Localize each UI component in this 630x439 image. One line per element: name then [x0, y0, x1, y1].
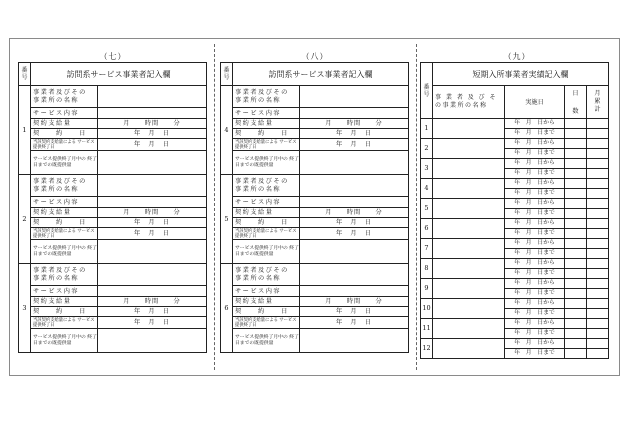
monthly-total-field[interactable] [587, 209, 609, 219]
service-content-label: サービス内容 [233, 108, 300, 119]
business-name-field[interactable] [433, 259, 505, 279]
date-to-field[interactable]: 年 月 日まで [505, 209, 565, 219]
header-number: 番号 [421, 63, 433, 119]
contract-date-label: 契 約 日 [233, 129, 300, 139]
monthly-total-field[interactable] [587, 279, 609, 289]
date-from-field[interactable]: 年 月 日から [505, 179, 565, 189]
business-name-field[interactable] [433, 239, 505, 259]
monthly-total-field[interactable] [587, 159, 609, 169]
header-number: 番号 [19, 63, 31, 86]
monthly-total-field[interactable] [587, 119, 609, 129]
days-field[interactable] [565, 299, 587, 309]
header-title: 訪問系サービス事業者記入欄 [233, 63, 409, 86]
entry-value-field[interactable] [98, 264, 207, 286]
days-field[interactable] [565, 219, 587, 229]
business-name-field[interactable] [433, 199, 505, 219]
panel-number-8: （八） [301, 52, 329, 61]
date-to-field[interactable]: 年 月 日まで [505, 169, 565, 179]
entry-value-field[interactable]: 年 月 日 [300, 228, 409, 240]
contract-amount-label: 契約支給量 [31, 208, 98, 218]
date-to-field[interactable]: 年 月 日まで [505, 309, 565, 319]
days-field[interactable] [565, 349, 587, 359]
entry-value-field[interactable] [98, 197, 207, 208]
contract-date-label: 契 約 日 [31, 129, 98, 139]
date-to-field[interactable]: 年 月 日まで [505, 329, 565, 339]
date-to-field[interactable]: 年 月 日まで [505, 249, 565, 259]
monthly-total-field[interactable] [587, 179, 609, 189]
monthly-total-field[interactable] [587, 319, 609, 329]
entry-value-field[interactable] [98, 86, 207, 108]
panel-divider [416, 44, 417, 370]
entry-value-field[interactable]: 月 時間 分 [98, 297, 207, 307]
date-to-field[interactable]: 年 月 日まで [505, 229, 565, 239]
contract-amount-label: 契約支給量 [233, 119, 300, 129]
contract-date-label: 契 約 日 [31, 307, 98, 317]
business-name-label: 事業者及びその 事業所の名称 [233, 264, 300, 286]
monthly-total-field[interactable] [587, 309, 609, 319]
business-name-label: 事業者及びその 事業所の名称 [31, 264, 98, 286]
service-content-label: サービス内容 [233, 286, 300, 297]
business-name-field[interactable] [433, 279, 505, 299]
monthly-total-field[interactable] [587, 219, 609, 229]
days-field[interactable] [565, 329, 587, 339]
col-days-header: 日 数 [565, 86, 587, 119]
monthly-total-field[interactable] [587, 289, 609, 299]
service-content-label: サービス内容 [31, 108, 98, 119]
date-to-field[interactable]: 年 月 日まで [505, 289, 565, 299]
entry-value-field[interactable] [300, 264, 409, 286]
entry-value-field[interactable]: 年 月 日 [98, 218, 207, 228]
entry-value-field[interactable] [300, 240, 409, 264]
entry-value-field[interactable]: 年 月 日 [300, 218, 409, 228]
entry-number: 6 [221, 264, 233, 353]
service-end-date-label: 当該契約支給量による サービス提供終了日 [31, 228, 98, 240]
date-to-field[interactable]: 年 月 日まで [505, 149, 565, 159]
entry-value-field[interactable] [300, 286, 409, 297]
entry-value-field[interactable] [300, 329, 409, 353]
monthly-total-field[interactable] [587, 189, 609, 199]
date-from-field[interactable]: 年 月 日から [505, 199, 565, 209]
monthly-total-field[interactable] [587, 139, 609, 149]
used-amount-label: サービス提供終了月中の 終了日までの既提供量 [31, 329, 98, 353]
short-stay-table [420, 62, 609, 359]
days-field[interactable] [565, 279, 587, 289]
days-field[interactable] [565, 179, 587, 189]
business-name-field[interactable] [433, 179, 505, 199]
entry-value-field[interactable]: 月 時間 分 [98, 208, 207, 218]
entry-value-field[interactable] [98, 329, 207, 353]
days-field[interactable] [565, 249, 587, 259]
entry-number: 1 [421, 119, 433, 139]
entry-value-field[interactable]: 年 月 日 [98, 307, 207, 317]
entry-number: 6 [421, 219, 433, 239]
days-field[interactable] [565, 159, 587, 169]
days-field[interactable] [565, 119, 587, 129]
mid-entry-table [220, 62, 409, 353]
col-total-header: 月 累 計 [587, 86, 609, 119]
header-title: 訪問系サービス事業者記入欄 [31, 63, 207, 86]
panel-divider [214, 44, 215, 370]
entry-value-field[interactable] [300, 197, 409, 208]
contract-amount-label: 契約支給量 [233, 208, 300, 218]
service-end-date-label: 当該契約支給量による サービス提供終了日 [233, 317, 300, 329]
entry-value-field[interactable]: 年 月 日 [300, 139, 409, 151]
col-name-header: 事 業 者 及 び その事業所の名称 [433, 86, 505, 119]
used-amount-label: サービス提供終了月中の 終了日までの既提供量 [31, 240, 98, 264]
business-name-field[interactable] [433, 299, 505, 319]
used-amount-label: サービス提供終了月中の 終了日までの既提供量 [233, 240, 300, 264]
service-end-date-label: 当該契約支給量による サービス提供終了日 [31, 139, 98, 151]
entry-number: 9 [421, 279, 433, 299]
entry-value-field[interactable]: 年 月 日 [300, 129, 409, 139]
monthly-total-field[interactable] [587, 299, 609, 309]
monthly-total-field[interactable] [587, 199, 609, 209]
days-field[interactable] [565, 309, 587, 319]
entry-value-field[interactable] [300, 86, 409, 108]
entry-value-field[interactable] [98, 240, 207, 264]
days-field[interactable] [565, 139, 587, 149]
panel-number-9: （九） [503, 52, 531, 61]
entry-value-field[interactable]: 月 時間 分 [98, 119, 207, 129]
used-amount-label: サービス提供終了月中の 終了日までの既提供量 [233, 329, 300, 353]
service-end-date-label: 当該契約支給量による サービス提供終了日 [233, 139, 300, 151]
date-from-field[interactable]: 年 月 日から [505, 259, 565, 269]
monthly-total-field[interactable] [587, 169, 609, 179]
date-to-field[interactable]: 年 月 日まで [505, 189, 565, 199]
col-date-header: 実施日 [505, 86, 565, 119]
entry-number: 4 [221, 86, 233, 175]
entry-value-field[interactable]: 年 月 日 [300, 307, 409, 317]
business-name-label: 事業者及びその 事業所の名称 [233, 175, 300, 197]
entry-value-field[interactable] [300, 175, 409, 197]
entry-value-field[interactable]: 年 月 日 [98, 139, 207, 151]
days-field[interactable] [565, 189, 587, 199]
days-field[interactable] [565, 269, 587, 279]
left-entry-table [18, 62, 207, 353]
days-field[interactable] [565, 239, 587, 249]
contract-amount-label: 契約支給量 [31, 119, 98, 129]
entry-value-field[interactable]: 年 月 日 [98, 129, 207, 139]
date-to-field[interactable]: 年 月 日まで [505, 269, 565, 279]
service-end-date-label: 当該契約支給量による サービス提供終了日 [31, 317, 98, 329]
days-field[interactable] [565, 229, 587, 239]
contract-date-label: 契 約 日 [233, 218, 300, 228]
monthly-total-field[interactable] [587, 349, 609, 359]
business-name-field[interactable] [433, 139, 505, 159]
days-field[interactable] [565, 129, 587, 139]
date-from-field[interactable]: 年 月 日から [505, 159, 565, 169]
panel-number-7: （七） [99, 52, 127, 61]
days-field[interactable] [565, 339, 587, 349]
entry-value-field[interactable] [98, 175, 207, 197]
monthly-total-field[interactable] [587, 269, 609, 279]
days-field[interactable] [565, 289, 587, 299]
date-from-field[interactable]: 年 月 日から [505, 139, 565, 149]
service-content-label: サービス内容 [31, 286, 98, 297]
days-field[interactable] [565, 169, 587, 179]
business-name-field[interactable] [433, 339, 505, 359]
date-from-field[interactable]: 年 月 日から [505, 339, 565, 349]
business-name-label: 事業者及びその 事業所の名称 [31, 86, 98, 108]
entry-value-field[interactable]: 月 時間 分 [300, 297, 409, 307]
monthly-total-field[interactable] [587, 259, 609, 269]
entry-number: 3 [19, 264, 31, 353]
entry-value-field[interactable]: 年 月 日 [98, 317, 207, 329]
service-content-label: サービス内容 [233, 197, 300, 208]
business-name-field[interactable] [433, 159, 505, 179]
entry-number: 2 [421, 139, 433, 159]
date-from-field[interactable]: 年 月 日から [505, 299, 565, 309]
entry-number: 7 [421, 239, 433, 259]
entry-value-field[interactable]: 年 月 日 [98, 228, 207, 240]
monthly-total-field[interactable] [587, 329, 609, 339]
monthly-total-field[interactable] [587, 239, 609, 249]
business-name-label: 事業者及びその 事業所の名称 [31, 175, 98, 197]
entry-number: 1 [19, 86, 31, 175]
service-end-date-label: 当該契約支給量による サービス提供終了日 [233, 228, 300, 240]
used-amount-label: サービス提供終了月中の 終了日までの既提供量 [233, 151, 300, 175]
monthly-total-field[interactable] [587, 229, 609, 239]
contract-amount-label: 契約支給量 [31, 297, 98, 307]
monthly-total-field[interactable] [587, 149, 609, 159]
entry-number: 12 [421, 339, 433, 359]
contract-amount-label: 契約支給量 [233, 297, 300, 307]
entry-value-field[interactable]: 月 時間 分 [300, 119, 409, 129]
date-to-field[interactable]: 年 月 日まで [505, 349, 565, 359]
contract-date-label: 契 約 日 [233, 307, 300, 317]
entry-value-field[interactable] [300, 151, 409, 175]
entry-value-field[interactable]: 年 月 日 [300, 317, 409, 329]
entry-number: 2 [19, 175, 31, 264]
date-from-field[interactable]: 年 月 日から [505, 119, 565, 129]
entry-number: 5 [421, 199, 433, 219]
date-from-field[interactable]: 年 月 日から [505, 319, 565, 329]
entry-number: 4 [421, 179, 433, 199]
monthly-total-field[interactable] [587, 249, 609, 259]
days-field[interactable] [565, 199, 587, 209]
entry-number: 11 [421, 319, 433, 339]
days-field[interactable] [565, 319, 587, 329]
entry-number: 5 [221, 175, 233, 264]
entry-value-field[interactable] [98, 151, 207, 175]
entry-value-field[interactable] [98, 286, 207, 297]
entry-number: 3 [421, 159, 433, 179]
date-to-field[interactable]: 年 月 日まで [505, 129, 565, 139]
date-from-field[interactable]: 年 月 日から [505, 239, 565, 249]
business-name-field[interactable] [433, 219, 505, 239]
date-from-field[interactable]: 年 月 日から [505, 219, 565, 229]
used-amount-label: サービス提供終了月中の 終了日までの既提供量 [31, 151, 98, 175]
monthly-total-field[interactable] [587, 339, 609, 349]
service-content-label: サービス内容 [31, 197, 98, 208]
business-name-field[interactable] [433, 319, 505, 339]
entry-number: 8 [421, 259, 433, 279]
header-title: 短期入所事業者実績記入欄 [433, 63, 609, 86]
entry-number: 10 [421, 299, 433, 319]
entry-value-field[interactable]: 月 時間 分 [300, 208, 409, 218]
days-field[interactable] [565, 209, 587, 219]
business-name-label: 事業者及びその 事業所の名称 [233, 86, 300, 108]
business-name-field[interactable] [433, 119, 505, 139]
monthly-total-field[interactable] [587, 129, 609, 139]
contract-date-label: 契 約 日 [31, 218, 98, 228]
entry-value-field[interactable] [98, 108, 207, 119]
entry-value-field[interactable] [300, 108, 409, 119]
days-field[interactable] [565, 149, 587, 159]
header-number: 番号 [221, 63, 233, 86]
date-from-field[interactable]: 年 月 日から [505, 279, 565, 289]
days-field[interactable] [565, 259, 587, 269]
